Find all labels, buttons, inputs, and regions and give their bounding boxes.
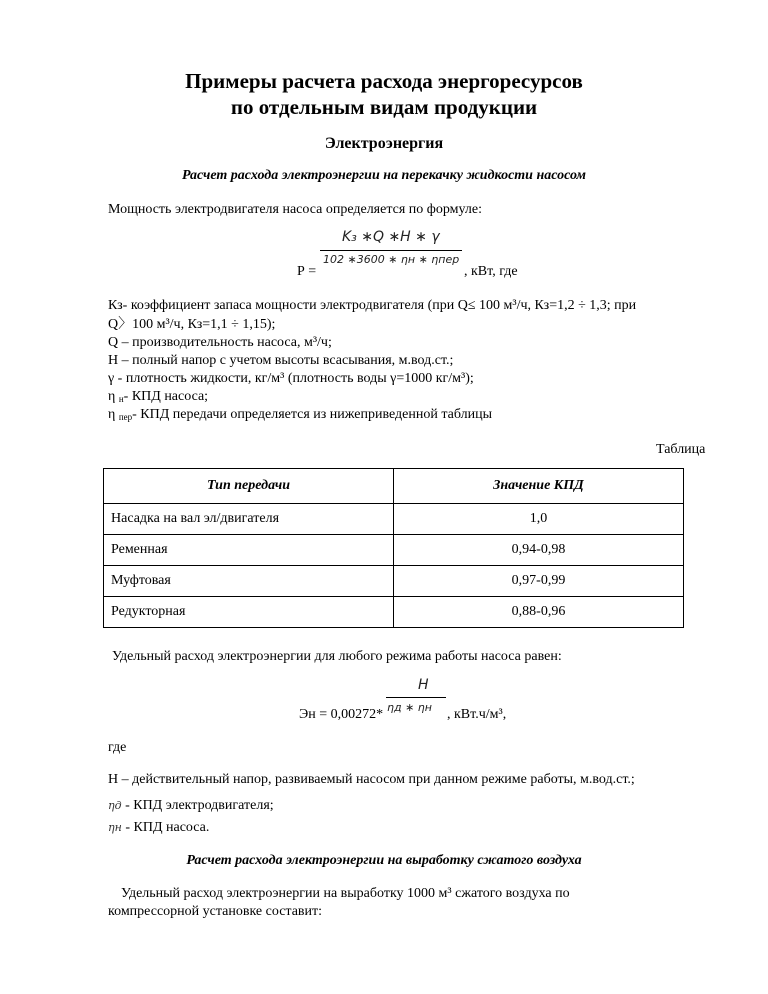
formula-p-lhs: Р =	[297, 264, 317, 279]
definition-kz-line2: Q〉100 м³/ч, Кз=1,1 ÷ 1,15);	[108, 317, 276, 332]
table-cell-type: Редукторная	[104, 597, 394, 628]
definition-gamma: γ - плотность жидкости, кг/м³ (плотность воды γ=1000 кг/м³);	[108, 371, 474, 386]
definition-h: Н – полный напор с учетом высоты всасывания, м.вод.ст.;	[108, 353, 454, 368]
formula-intro-text: Мощность электродвигателя насоса определяется по формуле:	[108, 202, 482, 217]
page-title-line2: по отдельным видам продукции	[230, 95, 538, 119]
table-cell-value: 0,97-0,99	[394, 566, 684, 597]
formula-e-rhs: , кВт.ч/м³,	[447, 707, 507, 722]
section-heading-electricity: Электроэнергия	[324, 135, 444, 152]
table-cell-type: Муфтовая	[104, 566, 394, 597]
table-cell-type: Насадка на вал эл/двигателя	[104, 504, 394, 535]
table-label: Таблица	[656, 442, 706, 457]
definition-eta-d	[108, 797, 274, 814]
table-row	[104, 597, 684, 628]
formula-e-denominator: ηд ∗ ηн	[387, 701, 432, 714]
table-cell-value: 0,94-0,98	[394, 535, 684, 566]
eta-n-symbol-icon: ηн	[108, 821, 122, 834]
formula-e-fraction-line	[386, 697, 446, 698]
eta-symbol: η	[108, 389, 116, 404]
eta-n-text: - КПД насоса;	[123, 389, 209, 404]
formula-p-fraction-line	[320, 250, 462, 251]
formula-p-denominator: 102 ∗3600 ∗ ηн ∗ ηпер	[323, 253, 460, 266]
table-cell-type: Ременная	[104, 535, 394, 566]
eta-symbol: η	[108, 407, 116, 422]
subsection-heading-pump: Расчет расхода электроэнергии на перекачку жидкости насосом	[181, 168, 587, 183]
kpd-table	[103, 468, 684, 628]
eta-d-text: - КПД электродвигателя;	[125, 798, 274, 813]
table-header-transmission-type: Тип передачи	[104, 469, 394, 504]
page-title-line1: Примеры расчета расхода энергоресурсов	[185, 69, 583, 93]
formula-e-lhs: Эн = 0,00272*	[299, 707, 384, 722]
where-text: где	[108, 740, 127, 755]
eta-per-subscript: пер	[118, 412, 133, 422]
formula-p-rhs: , кВт, где	[464, 264, 518, 279]
table-row	[104, 504, 684, 535]
definition-eta-n	[108, 388, 208, 405]
table-row	[104, 535, 684, 566]
air-text-line2: компрессорной установке составит:	[108, 904, 323, 919]
definition-eta-per	[108, 406, 492, 423]
specific-consumption-intro: Удельный расход электроэнергии для любого режима работы насоса равен:	[112, 649, 562, 664]
definition-h-actual: Н – действительный напор, развиваемый насосом при данном режиме работы, м.вод.ст.;	[108, 772, 635, 787]
table-header-kpd-value: Значение КПД	[394, 469, 684, 504]
eta-n-subscript: н	[118, 394, 124, 404]
definition-q: Q – производительность насоса, м³/ч;	[108, 335, 332, 350]
eta-n-pump-text: - КПД насоса.	[125, 820, 210, 835]
formula-p-numerator: K₃ ∗Q ∗H ∗ γ	[342, 229, 440, 245]
table-row	[104, 566, 684, 597]
subsection-heading-compressed-air: Расчет расхода электроэнергии на выработку сжатого воздуха	[186, 853, 582, 868]
definition-eta-n-pump	[108, 819, 209, 836]
table-cell-value: 0,88-0,96	[394, 597, 684, 628]
eta-d-symbol-icon: ηд	[108, 799, 122, 812]
eta-per-text: - КПД передачи определяется из нижеприведенной таблицы	[132, 407, 493, 422]
definition-kz-line1: Кз- коэффициент запаса мощности электродвигателя (при Q≤ 100 м³/ч, Кз=1,2 ÷ 1,3; при	[108, 298, 637, 313]
table-header-row	[104, 469, 684, 504]
air-text-line1: Удельный расход электроэнергии на выработку 1000 м³ сжатого воздуха по	[121, 886, 570, 901]
table-cell-value: 1,0	[394, 504, 684, 535]
formula-e-numerator: H	[418, 677, 429, 693]
